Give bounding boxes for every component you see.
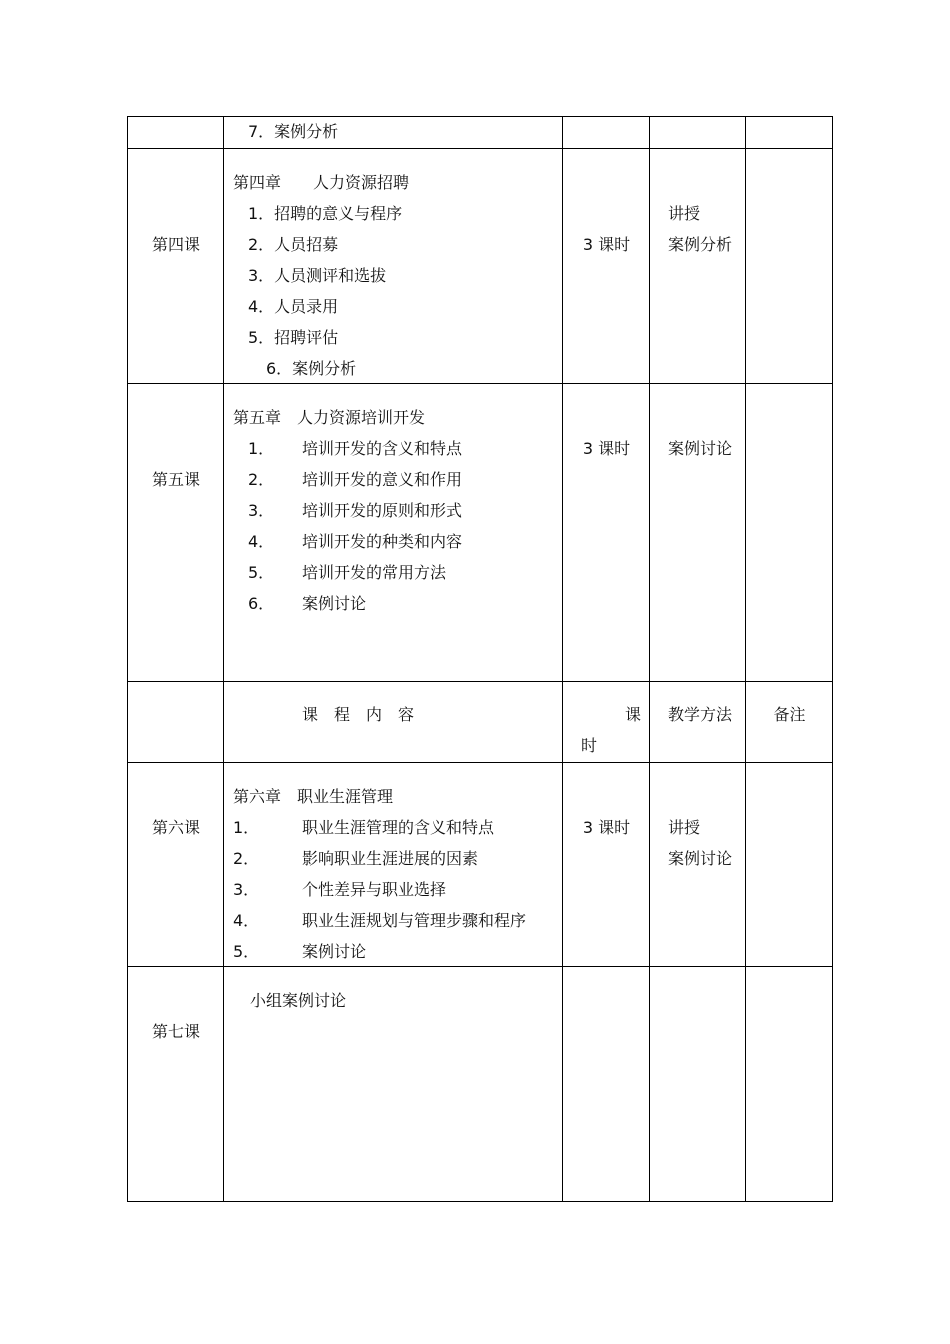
item-number: 4． — [248, 532, 275, 551]
lesson-cell — [128, 149, 224, 384]
method-header-cell — [650, 682, 746, 763]
table-row — [128, 117, 833, 149]
list-item: 职业生涯管理的含义和特点 — [302, 818, 495, 837]
list-item: 培训开发的原则和形式 — [302, 501, 463, 520]
table-header-row — [128, 682, 833, 763]
content-header-cell — [224, 682, 563, 763]
hours-cell — [563, 967, 650, 1202]
list-item: 案例讨论 — [302, 594, 367, 613]
notes-cell — [746, 967, 833, 1202]
hours-cell — [563, 384, 650, 682]
item-number: 3． — [233, 880, 260, 899]
chapter-title: 第六章 职业生涯管理 — [233, 787, 394, 806]
list-item: 4．人员录用 — [248, 297, 339, 316]
chapter-title: 第五章 人力资源培训开发 — [233, 408, 426, 427]
content-header: 课程内容 — [302, 705, 431, 724]
hours-cell — [563, 149, 650, 384]
lesson-header-cell — [128, 682, 224, 763]
content-cell — [224, 967, 563, 1202]
lesson-cell — [128, 967, 224, 1202]
item-number: 2． — [233, 849, 260, 868]
table-row — [128, 967, 833, 1202]
item-number: 6． — [248, 594, 275, 613]
list-item: 培训开发的意义和作用 — [302, 470, 463, 489]
lesson-cell — [128, 384, 224, 682]
list-item: 6．案例分析 — [266, 359, 357, 378]
method-cell — [650, 117, 746, 149]
notes-cell — [746, 117, 833, 149]
hours-header-line2: 时 — [581, 736, 598, 755]
hours-value: 3 课时 — [582, 818, 631, 837]
lesson-cell — [128, 763, 224, 967]
hours-header-cell — [563, 682, 650, 763]
item-number: 1． — [233, 818, 260, 837]
list-item: 培训开发的常用方法 — [302, 563, 447, 582]
list-item: 2．人员招募 — [248, 235, 339, 254]
hours-value: 3 课时 — [582, 235, 631, 254]
method-cell — [650, 384, 746, 682]
syllabus-table — [127, 116, 833, 1202]
method-line: 讲授 — [668, 204, 701, 223]
content-cell — [224, 763, 563, 967]
table-row — [128, 763, 833, 967]
notes-cell — [746, 763, 833, 967]
item-number: 4． — [233, 911, 260, 930]
method-cell — [650, 967, 746, 1202]
notes-header-cell — [746, 682, 833, 763]
group-discussion: 小组案例讨论 — [250, 991, 347, 1010]
lesson-cell — [128, 117, 224, 149]
list-item: 职业生涯规划与管理步骤和程序 — [302, 911, 527, 930]
method-line: 案例讨论 — [668, 439, 733, 458]
list-item: 培训开发的含义和特点 — [302, 439, 463, 458]
table-row — [128, 149, 833, 384]
list-item: 个性差异与职业选择 — [302, 880, 447, 899]
hours-cell — [563, 117, 650, 149]
notes-header: 备注 — [773, 705, 806, 724]
list-item: 5．招聘评估 — [248, 328, 339, 347]
lesson-label: 第四课 — [151, 235, 200, 254]
list-item: 影响职业生涯进展的因素 — [302, 849, 479, 868]
hours-header-line1: 课 — [625, 705, 642, 724]
hours-value: 3 课时 — [582, 439, 631, 458]
method-line: 案例讨论 — [668, 849, 733, 868]
method-line: 案例分析 — [668, 235, 733, 254]
lesson-label: 第七课 — [151, 1022, 200, 1041]
hours-cell — [563, 763, 650, 967]
content-cell — [224, 117, 563, 149]
list-item: 3．人员测评和选拔 — [248, 266, 387, 285]
item-7-case-analysis: 7．案例分析 — [248, 122, 339, 141]
method-header: 教学方法 — [668, 705, 733, 724]
method-cell — [650, 763, 746, 967]
item-number: 5． — [248, 563, 275, 582]
item-number: 5． — [233, 942, 260, 961]
item-number: 3． — [248, 501, 275, 520]
list-item: 1．招聘的意义与程序 — [248, 204, 403, 223]
lesson-label: 第五课 — [151, 470, 200, 489]
method-cell — [650, 149, 746, 384]
item-number: 2． — [248, 470, 275, 489]
list-item: 案例讨论 — [302, 942, 367, 961]
method-line: 讲授 — [668, 818, 701, 837]
content-cell — [224, 149, 563, 384]
item-number: 1． — [248, 439, 275, 458]
table-row — [128, 384, 833, 682]
list-item: 培训开发的种类和内容 — [302, 532, 463, 551]
lesson-label: 第六课 — [151, 818, 200, 837]
notes-cell — [746, 149, 833, 384]
chapter-title: 第四章 人力资源招聘 — [233, 173, 410, 192]
content-cell — [224, 384, 563, 682]
notes-cell — [746, 384, 833, 682]
